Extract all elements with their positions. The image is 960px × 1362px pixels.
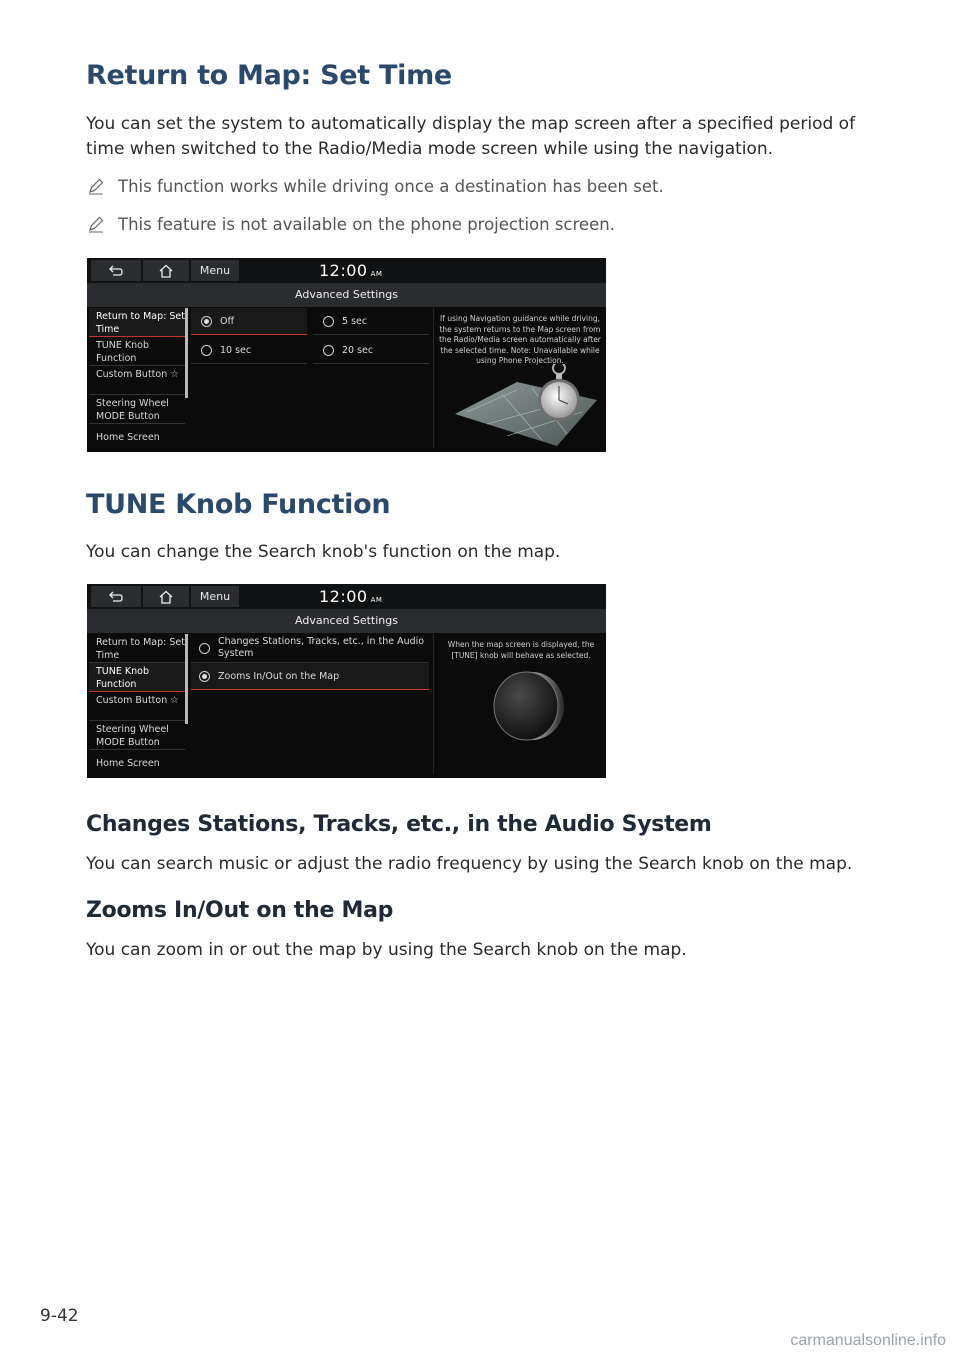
- section-body-tune-knob: You can change the Search knob's function on the map.: [86, 542, 561, 562]
- radio-icon: [199, 643, 210, 654]
- subsection-body-changes-stations: You can search music or adjust the radio frequency by using the Search knob on the map.: [86, 854, 853, 874]
- watermark: carmanualsonline.info: [790, 1332, 946, 1349]
- back-arrow-icon: [108, 590, 124, 604]
- sidebar-item-return-to-map[interactable]: Return to Map: Set Time: [89, 634, 185, 663]
- top-bar: [87, 584, 606, 609]
- radio-icon: [201, 345, 212, 356]
- pencil-note-icon: [86, 214, 106, 234]
- menu-button[interactable]: Menu: [191, 260, 239, 281]
- home-icon: [158, 590, 174, 604]
- sidebar-item-tune-knob[interactable]: TUNE Knob Function: [89, 663, 185, 692]
- panel-divider: [433, 634, 434, 774]
- note-text: This function works while driving once a destination has been set.: [118, 176, 664, 196]
- settings-sidebar: [89, 308, 185, 452]
- sidebar-item-steering-wheel[interactable]: Steering Wheel MODE Button: [89, 395, 185, 424]
- home-button[interactable]: [143, 586, 189, 607]
- section-title-return-to-map: Return to Map: Set Time: [86, 60, 452, 91]
- sidebar-item-custom-button[interactable]: Custom Button ☆: [89, 692, 185, 721]
- screen-tune-knob: [87, 584, 606, 778]
- menu-button[interactable]: Menu: [191, 586, 239, 607]
- radio-icon: [323, 316, 334, 327]
- settings-sidebar: [89, 634, 185, 778]
- option-20-sec[interactable]: 20 sec: [313, 337, 429, 364]
- home-icon: [158, 264, 174, 278]
- screen-header: Advanced Settings: [87, 609, 606, 633]
- radio-icon: [323, 345, 334, 356]
- sidebar-item-steering-wheel[interactable]: Steering Wheel MODE Button: [89, 721, 185, 750]
- back-button[interactable]: [91, 586, 141, 607]
- note-text: This feature is not available on the phone projection screen.: [118, 214, 615, 234]
- sidebar-item-custom-button[interactable]: Custom Button ☆: [89, 366, 185, 395]
- option-off[interactable]: Off: [191, 308, 307, 335]
- subsection-title-zooms: Zooms In/Out on the Map: [86, 898, 394, 923]
- tune-knob-illustration-icon: [482, 666, 572, 744]
- screen-header: Advanced Settings: [87, 283, 606, 307]
- radio-selected-icon: [201, 316, 212, 327]
- sidebar-scrollbar[interactable]: [185, 308, 188, 398]
- option-10-sec[interactable]: 10 sec: [191, 337, 307, 364]
- back-button[interactable]: [91, 260, 141, 281]
- screen-return-to-map: [87, 258, 606, 452]
- help-text: When the map screen is displayed, the [TUNE] knob will behave as selected.: [447, 640, 595, 660]
- subsection-title-changes-stations: Changes Stations, Tracks, etc., in the Audio System: [86, 812, 712, 837]
- sidebar-item-tune-knob[interactable]: TUNE Knob Function: [89, 337, 185, 366]
- subsection-body-zooms: You can zoom in or out the map by using the Search knob on the map.: [86, 940, 687, 960]
- page-number: 9-42: [40, 1306, 79, 1326]
- radio-selected-icon: [199, 671, 210, 682]
- panel-divider: [433, 308, 434, 448]
- back-arrow-icon: [108, 264, 124, 278]
- option-changes-stations[interactable]: Changes Stations, Tracks, etc., in the Audio System: [191, 634, 429, 663]
- section-body-return-to-map: You can set the system to automatically display the map screen after a specified period of time when switched to the Radio/Media mode screen while using the navigation.: [86, 114, 856, 159]
- clock: 12:00 AM: [319, 261, 383, 280]
- sidebar-scrollbar[interactable]: [185, 634, 188, 724]
- map-stopwatch-illustration-icon: [447, 364, 602, 450]
- help-text: If using Navigation guidance while driving, the system returns to the Map screen from the Radio/Media screen automatically after the selected time. Note: Unavailable while using Phone Projection.: [439, 314, 601, 365]
- sidebar-item-return-to-map[interactable]: Return to Map: Set Time: [89, 308, 185, 337]
- pencil-note-icon: [86, 176, 106, 196]
- option-5-sec[interactable]: 5 sec: [313, 308, 429, 335]
- note-2: [86, 214, 615, 234]
- section-title-tune-knob: TUNE Knob Function: [86, 489, 391, 520]
- option-zooms-in-out[interactable]: Zooms In/Out on the Map: [191, 663, 429, 690]
- clock: 12:00 AM: [319, 587, 383, 606]
- home-button[interactable]: [143, 260, 189, 281]
- top-bar: [87, 258, 606, 283]
- sidebar-item-home-screen[interactable]: Home Screen: [96, 432, 160, 443]
- sidebar-item-home-screen[interactable]: Home Screen: [96, 758, 160, 769]
- note-1: [86, 176, 664, 196]
